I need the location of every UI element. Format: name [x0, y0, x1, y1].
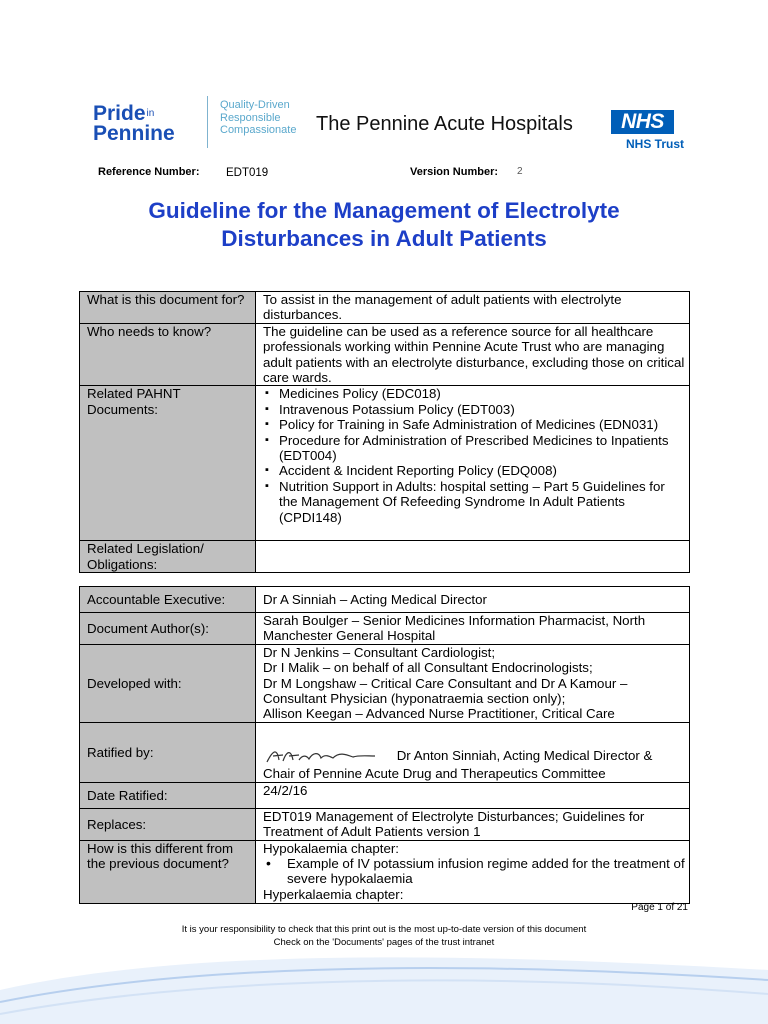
- replaces-label: Replaces:: [80, 808, 256, 840]
- footer-swoosh-decoration: [0, 950, 768, 1024]
- footer-note: It is your responsibility to check that this print out is the most up-to-date version of this document: [181, 924, 587, 935]
- table-row: [80, 386, 690, 541]
- list-item: ▪ Medicines Policy (EDC018): [263, 386, 685, 401]
- diff-list: [263, 856, 685, 887]
- what-label: What is this document for?: [80, 292, 256, 324]
- author-value: Sarah Boulger – Senior Medicines Information Pharmacist, North Manchester General Hospital: [256, 613, 690, 645]
- tagline-line: Responsible: [220, 111, 281, 124]
- developed-line: Allison Keegan – Advanced Nurse Practitioner, Critical Care: [263, 706, 615, 722]
- signature-image: [263, 746, 383, 766]
- tagline-line: Quality-Driven: [220, 99, 290, 111]
- developed-label: Developed with:: [80, 644, 256, 722]
- table-row: [80, 644, 690, 722]
- related-docs-label: Related PAHNT Documents:: [80, 386, 256, 541]
- table-row: [80, 840, 690, 903]
- pride-in-text: in: [146, 108, 155, 120]
- ratified-label: Ratified by:: [80, 722, 256, 782]
- related-docs-list: [263, 386, 685, 525]
- title-line-2: Disturbances in Adult Patients: [221, 226, 547, 251]
- list-item: ▪ Procedure for Administration of Prescribed Medicines to Inpatients (EDT004): [263, 433, 685, 464]
- page-number: Page 1 of 21: [631, 902, 688, 913]
- diff-heading: Hyperkalaemia chapter:: [263, 886, 404, 902]
- table-row: [80, 587, 690, 613]
- governance-table: [79, 586, 690, 904]
- tagline-line: Compassionate: [220, 124, 297, 136]
- table-row: [80, 292, 690, 324]
- document-info-table: [79, 291, 690, 573]
- what-value: To assist in the management of adult patients with electrolyte disturbances.: [256, 292, 690, 324]
- related-docs-value: [256, 386, 690, 541]
- pride-in-pennine-logo: [93, 104, 175, 144]
- date-ratified-label: Date Ratified:: [80, 782, 256, 808]
- list-item: ▪ Policy for Training in Safe Administration of Medicines (EDN031): [263, 417, 685, 432]
- diff-heading: Hypokalaemia chapter:: [263, 840, 399, 856]
- legislation-value: [256, 541, 690, 573]
- ratified-name: Dr Anton Sinniah, Acting Medical Director &: [396, 747, 653, 763]
- legislation-label: Related Legislation/ Obligations:: [80, 541, 256, 573]
- executive-label: Accountable Executive:: [80, 587, 256, 613]
- executive-value: Dr A Sinniah – Acting Medical Director: [256, 587, 690, 613]
- table-row: [80, 808, 690, 840]
- list-item: ▪ Intravenous Potassium Policy (EDT003): [263, 402, 685, 417]
- logo-divider: [207, 96, 208, 148]
- difference-label: How is this different from the previous document?: [80, 840, 256, 903]
- developed-line: Dr N Jenkins – Consultant Cardiologist;: [263, 644, 496, 660]
- table-row: [80, 323, 690, 386]
- developed-value: [256, 644, 690, 722]
- reference-number-value: EDT019: [226, 167, 269, 179]
- table-row: [80, 722, 690, 782]
- document-title: [0, 197, 768, 253]
- ratified-value: [256, 722, 690, 782]
- pride-text: Pride: [93, 102, 146, 125]
- list-item: ▪ Accident & Incident Reporting Policy (EDQ008): [263, 463, 685, 478]
- list-item: • Example of IV potassium infusion regime added for the treatment of severe hypokalaemia: [263, 856, 685, 887]
- nhs-logo: NHS: [611, 110, 674, 134]
- author-label: Document Author(s):: [80, 613, 256, 645]
- title-line-1: Guideline for the Management of Electrolyte: [148, 198, 620, 223]
- pennine-text: Pennine: [93, 122, 175, 146]
- footer-note-2: Check on the 'Documents' pages of the trust intranet: [273, 937, 495, 948]
- who-value: The guideline can be used as a reference source for all healthcare professionals working within Pennine Acute Trust who are managing adult patients with an electrolyte disturbance, excluding those on critical care wards.: [256, 323, 690, 386]
- logo-tagline: [220, 99, 296, 137]
- list-item: ▪ Nutrition Support in Adults: hospital setting – Part 5 Guidelines for the Management Of Refeeding Syndrome In Adult Patients (CPDI148): [263, 479, 685, 525]
- table-row: [80, 782, 690, 808]
- trust-name: The Pennine Acute Hospitals: [316, 113, 573, 135]
- nhs-trust-label: NHS Trust: [626, 137, 685, 151]
- who-label: Who needs to know?: [80, 323, 256, 386]
- ratified-line-2: Chair of Pennine Acute Drug and Therapeutics Committee: [263, 766, 606, 782]
- developed-line: Dr I Malik – on behalf of all Consultant Endocrinologists;: [263, 660, 593, 676]
- difference-value: [256, 840, 690, 903]
- developed-line: Dr M Longshaw – Critical Care Consultant and Dr A Kamour – Consultant Physician (hyponatraemia section only);: [263, 675, 628, 707]
- version-number-value: 2: [517, 166, 523, 177]
- reference-number-label: Reference Number:: [98, 166, 200, 178]
- table-row: [80, 613, 690, 645]
- table-row: [80, 541, 690, 573]
- version-number-label: Version Number:: [410, 166, 499, 178]
- replaces-value: EDT019 Management of Electrolyte Disturbances; Guidelines for Treatment of Adult Patients version 1: [256, 808, 690, 840]
- date-ratified-value: 24/2/16: [256, 782, 690, 808]
